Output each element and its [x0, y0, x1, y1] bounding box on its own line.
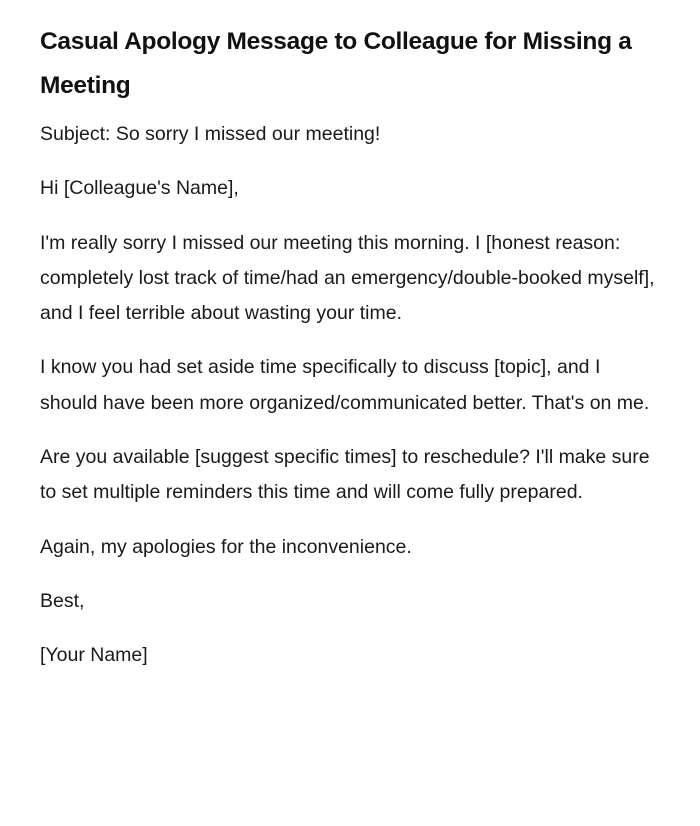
body-paragraph: I know you had set aside time specifically to discuss [topic], and I should have been more organized/communicated better. That's on me.	[40, 356, 650, 414]
closing: Best,	[40, 589, 85, 612]
greeting: Hi [Colleague's Name],	[40, 177, 239, 200]
subject-line: Subject: So sorry I missed our meeting!	[40, 123, 381, 145]
body-paragraph: I'm really sorry I missed our meeting this morning. I [honest reason: completely lost track of time/had an emergency/double-booked myself], and I feel terrible about wasting your time.	[40, 231, 655, 325]
body-paragraph: Are you available [suggest specific times] to reschedule? I'll make sure to set multiple reminders this time and will come fully prepared.	[40, 446, 650, 504]
signature: [Your Name]	[40, 644, 148, 667]
document-title: Casual Apology Message to Colleague for Missing a Meeting	[40, 28, 632, 99]
body-paragraph: Again, my apologies for the inconvenience.	[40, 535, 412, 558]
